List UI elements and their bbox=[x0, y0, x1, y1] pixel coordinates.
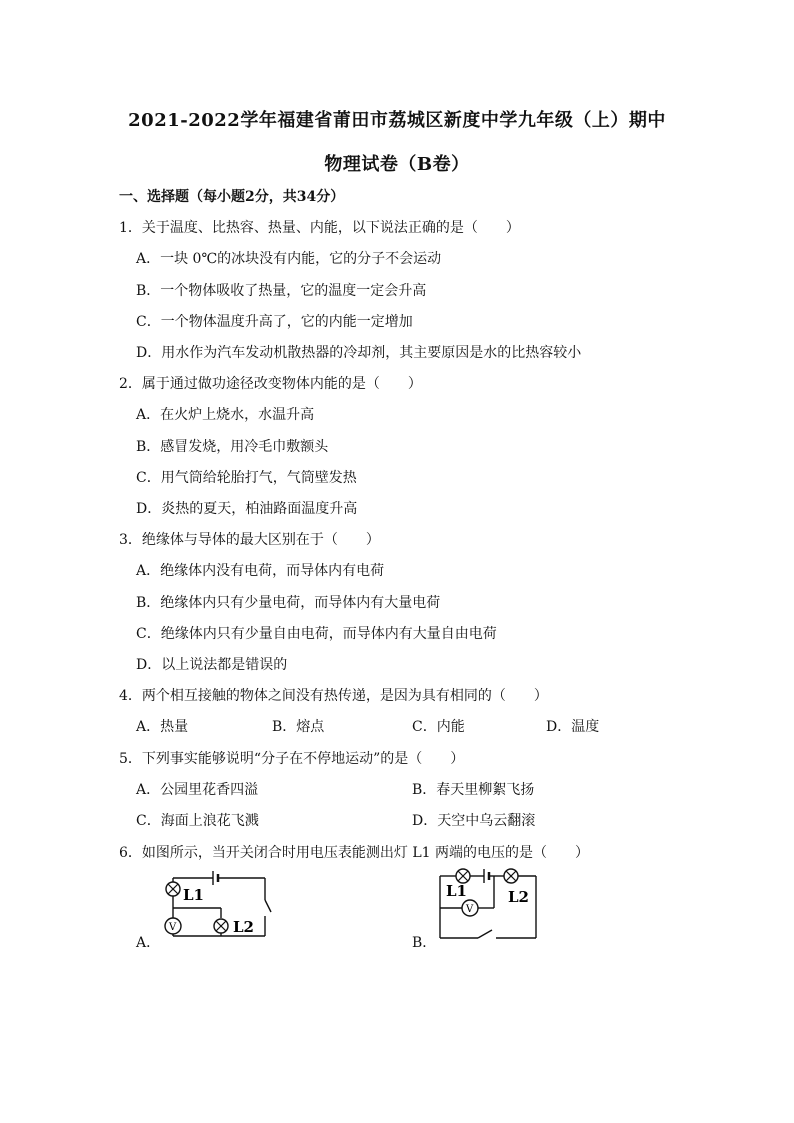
switch-blade bbox=[478, 930, 492, 938]
question-1-option-c: C．一个物体温度升高了，它的内能一定增加 bbox=[136, 314, 413, 330]
lamp-l2-label: L2 bbox=[508, 888, 529, 906]
question-3-option-c: C．绝缘体内只有少量自由电荷，而导体内有大量自由电荷 bbox=[136, 626, 497, 642]
lamp-l1-icon bbox=[166, 882, 180, 896]
question-6-stem: 6．如图所示，当开关闭合时用电压表能测出灯 L1 两端的电压的是（ ） bbox=[119, 845, 590, 861]
lamp-l2-icon bbox=[504, 869, 518, 883]
lamp-l2-label: L2 bbox=[233, 918, 254, 936]
question-2-option-b: B．感冒发烧，用冷毛巾敷额头 bbox=[136, 439, 329, 455]
question-6-option-a: A． bbox=[136, 935, 161, 951]
question-1-stem: 1．关于温度、比热容、热量、内能，以下说法正确的是（ ） bbox=[119, 220, 520, 236]
question-3-stem: 3．绝缘体与导体的最大区别在于（ ） bbox=[119, 532, 380, 548]
section-heading: 一、选择题（每小题2分，共34分） bbox=[119, 189, 345, 205]
question-4-option-a: A．热量 bbox=[136, 719, 189, 735]
question-3-option-b: B．绝缘体内只有少量电荷，而导体内有大量电荷 bbox=[136, 595, 441, 611]
circuit-diagram-b bbox=[432, 866, 542, 944]
question-4-option-c: C．内能 bbox=[412, 719, 465, 735]
question-5-option-a: A．公园里花香四溢 bbox=[136, 782, 259, 798]
question-4-option-d: D．温度 bbox=[546, 719, 600, 735]
lamp-l1-label: L1 bbox=[446, 882, 467, 900]
question-2-option-a: A．在火炉上烧水，水温升高 bbox=[136, 407, 315, 423]
question-4-stem: 4．两个相互接触的物体之间没有热传递，是因为具有相同的（ ） bbox=[119, 688, 548, 704]
question-5-option-b: B．春天里柳絮飞扬 bbox=[412, 782, 535, 798]
question-2-stem: 2．属于通过做功途径改变物体内能的是（ ） bbox=[119, 376, 422, 392]
lamp-l1-label: L1 bbox=[183, 886, 204, 904]
question-5-option-c: C．海面上浪花飞溅 bbox=[136, 813, 259, 829]
question-4-option-b: B．熔点 bbox=[272, 719, 325, 735]
switch-blade bbox=[265, 900, 271, 912]
question-2-option-c: C．用气筒给轮胎打气，气筒壁发热 bbox=[136, 470, 357, 486]
question-5-option-d: D．天空中乌云翻滚 bbox=[412, 813, 536, 829]
voltmeter-label: V bbox=[169, 922, 177, 933]
question-1-option-b: B．一个物体吸收了热量，它的温度一定会升高 bbox=[136, 283, 427, 299]
exam-title-line1: 2021-2022学年福建省莆田市荔城区新度中学九年级（上）期中 bbox=[128, 110, 666, 131]
voltmeter-label: V bbox=[466, 904, 474, 915]
lamp-l2-icon bbox=[214, 919, 228, 933]
circuit-diagram-a bbox=[155, 868, 285, 948]
question-2-option-d: D．炎热的夏天，柏油路面温度升高 bbox=[136, 501, 358, 517]
question-3-option-a: A．绝缘体内没有电荷，而导体内有电荷 bbox=[136, 563, 385, 579]
lamp-l1-icon bbox=[456, 869, 470, 883]
question-3-option-d: D．以上说法都是错误的 bbox=[136, 657, 288, 673]
question-1-option-a: A．一块 0℃的冰块没有内能，它的分子不会运动 bbox=[136, 251, 442, 267]
exam-title-line2: 物理试卷（B卷） bbox=[324, 154, 470, 175]
question-1-option-d: D．用水作为汽车发动机散热器的冷却剂，其主要原因是水的比热容较小 bbox=[136, 345, 582, 361]
question-5-stem: 5．下列事实能够说明“分子在不停地运动”的是（ ） bbox=[119, 751, 465, 767]
question-6-option-b: B． bbox=[412, 935, 437, 951]
